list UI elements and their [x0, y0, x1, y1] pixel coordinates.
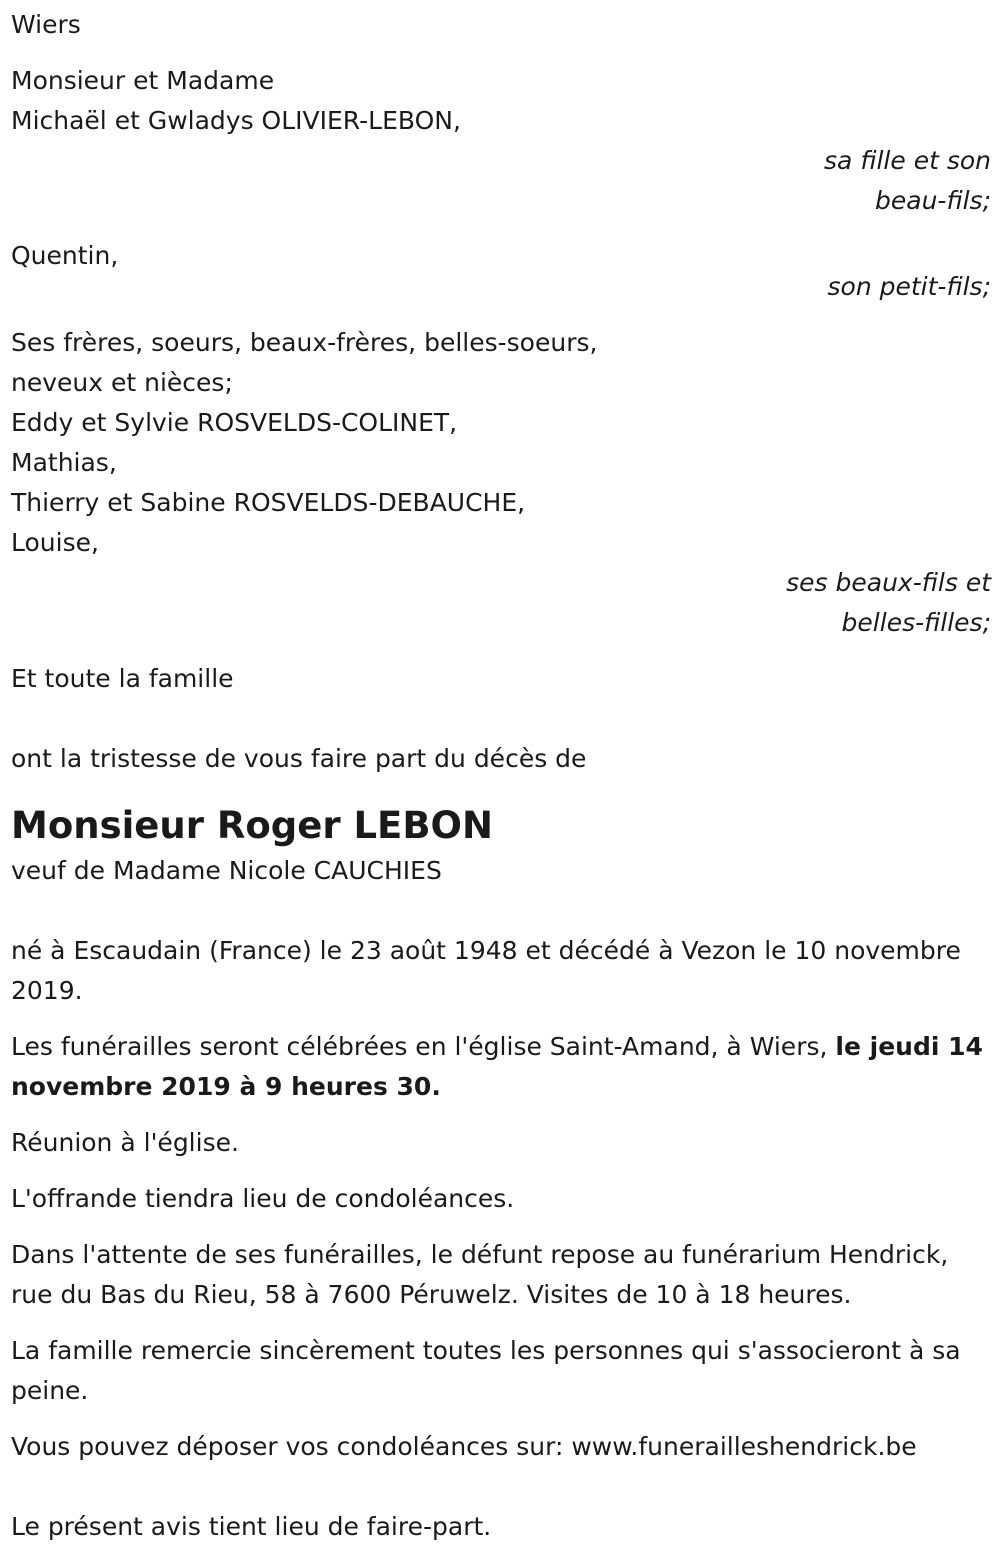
- funeral-date: le jeudi 14 novembre 2019 à 9 heures 30.: [11, 1032, 983, 1101]
- daughter-line-2: Michaël et Gwladys OLIVIER-LEBON,: [11, 106, 461, 135]
- stepchild-3: Thierry et Sabine ROSVELDS-DEBAUCHE,: [11, 488, 526, 517]
- siblings-line-1: Ses frères, soeurs, beaux-frères, belles-soeurs,: [11, 328, 598, 357]
- details: [11, 931, 986, 1467]
- location: Wiers: [11, 10, 81, 39]
- grandson: Quentin,: [11, 241, 119, 270]
- condolences: Vous pouvez déposer vos condoléances sur: www.funerailleshendrick.be: [11, 1432, 917, 1461]
- stepchild-1: Eddy et Sylvie ROSVELDS-COLINET,: [11, 408, 458, 437]
- announcement: ont la tristesse de vous faire part du décès de: [11, 744, 587, 773]
- daughter-relation-2: beau-fils;: [875, 186, 991, 215]
- stepchildren-relation-1: ses beaux-fils et: [786, 568, 991, 597]
- daughter-line-1: Monsieur et Madame: [11, 66, 275, 95]
- daughter-relation-1: sa fille et son: [824, 146, 991, 175]
- meeting: Réunion à l'église.: [11, 1128, 239, 1157]
- obituary-notice: [11, 5, 991, 1547]
- stepchildren-relation-2: belles-filles;: [841, 608, 991, 637]
- all-family: Et toute la famille: [11, 664, 234, 693]
- offering: L'offrande tiendra lieu de condoléances.: [11, 1184, 515, 1213]
- stepchild-4: Louise,: [11, 528, 99, 557]
- funeral-prefix: Les funérailles seront célébrées en l'église Saint-Amand, à Wiers,: [11, 1032, 836, 1061]
- rest-info: Dans l'attente de ses funérailles, le défunt repose au funérarium Hendrick, rue du Bas du Rieu, 58 à 7600 Péruwelz. Visites de 10 à 18 heures.: [11, 1240, 949, 1309]
- funeral-info: [11, 1027, 986, 1107]
- birth-death: né à Escaudain (France) le 23 août 1948 et décédé à Vezon le 10 novembre 2019.: [11, 936, 961, 1005]
- siblings-line-2: neveux et nièces;: [11, 368, 233, 397]
- grandson-relation: son petit-fils;: [827, 272, 991, 301]
- deceased-name: Monsieur Roger LEBON: [11, 804, 493, 847]
- widower-of: veuf de Madame Nicole CAUCHIES: [11, 856, 442, 885]
- closing-note: Le présent avis tient lieu de faire-part.: [11, 1512, 492, 1541]
- thanks: La famille remercie sincèrement toutes les personnes qui s'associeront à sa peine.: [11, 1336, 961, 1405]
- stepchild-2: Mathias,: [11, 448, 117, 477]
